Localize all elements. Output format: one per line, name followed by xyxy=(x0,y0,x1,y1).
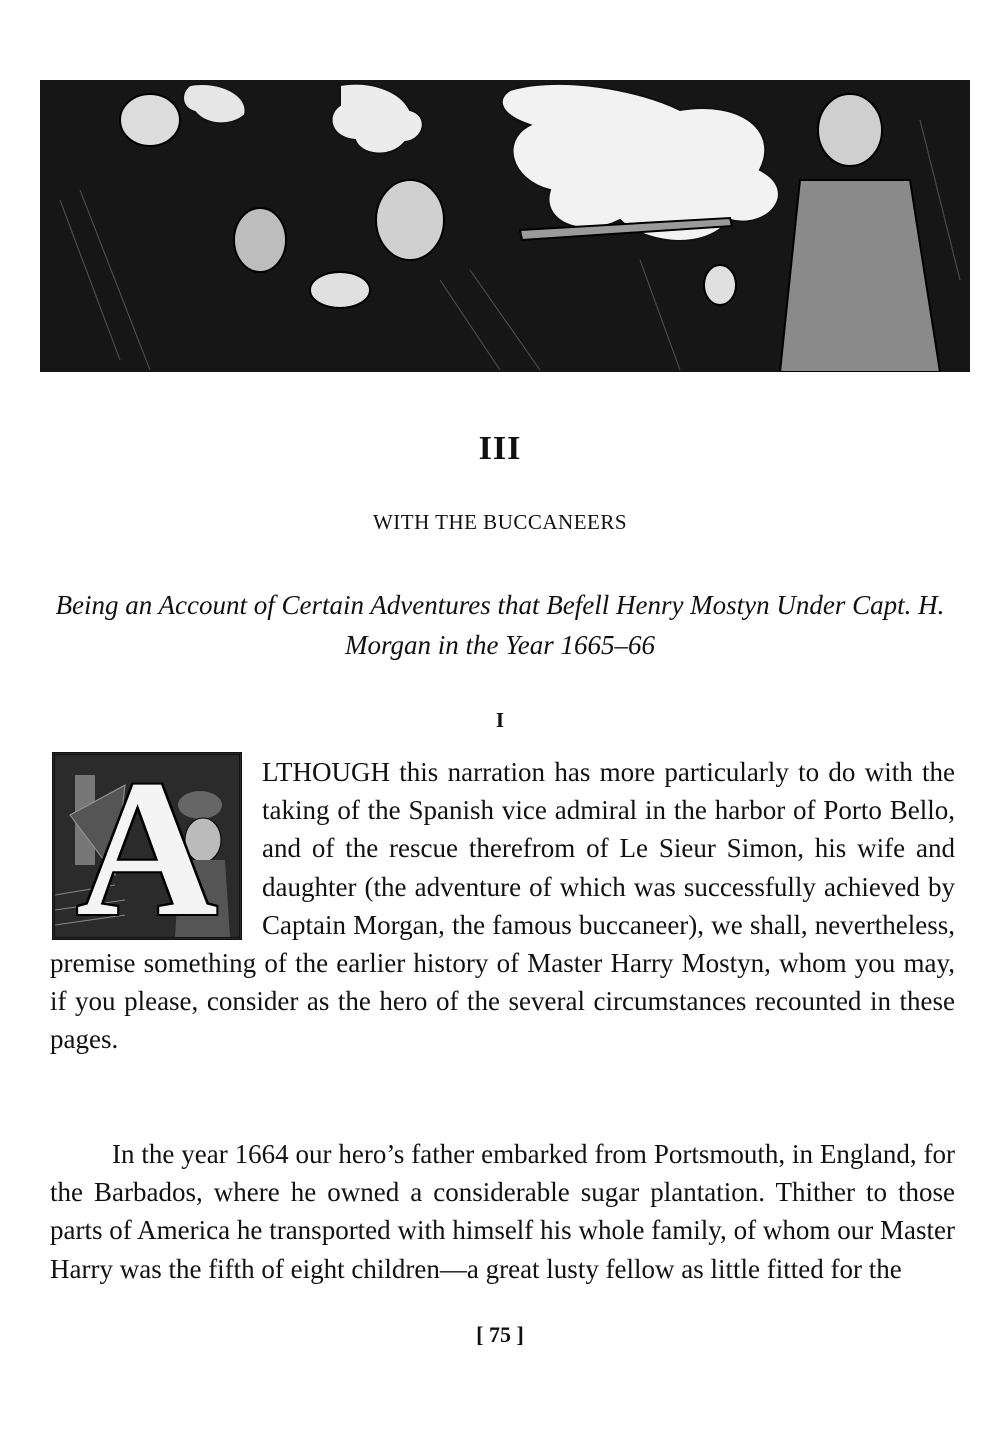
drop-cap-spacer xyxy=(50,753,262,941)
page-number: [ 75 ] xyxy=(476,1322,524,1347)
chapter-title: WITH THE BUCCANEERS xyxy=(372,510,628,534)
second-paragraph: In the year 1664 our hero’s father embarked from Portsmouth, in England, for the Barbados, where he owned a considerable sugar plantation. Thither to those parts of America he transported with himself his whole family, of whom our Master Harry was the fifth of eight children—a great lusty fellow as little fitted for the xyxy=(50,1139,955,1284)
header-illustration xyxy=(40,80,970,372)
chapter-number: III xyxy=(478,430,522,467)
opening-paragraph xyxy=(50,753,955,1059)
drop-cap-letter: A xyxy=(76,752,218,940)
chapter-subtitle: Being an Account of Certain Adventures that Befell Henry Mostyn Under Capt. H. Morgan in the Year 1665–66 xyxy=(55,590,945,660)
opening-paragraph-text: LTHOUGH this narration has more particularly to do with the taking of the Spanish vice admiral in the harbor of Porto Bello, and of the rescue therefrom of Le Sieur Simon, his wife and daughter (the adventure of which was successfully achieved by Captain Morgan, the famous buccaneer), we shall, nevertheless, premise something of the earlier history of Master Harry Mostyn, whom you may, if you please, consider as the hero of the several circumstances recounted in these pages. xyxy=(50,757,955,1055)
pirate-battle-illustration-icon xyxy=(40,80,970,372)
section-number: I xyxy=(495,708,505,732)
